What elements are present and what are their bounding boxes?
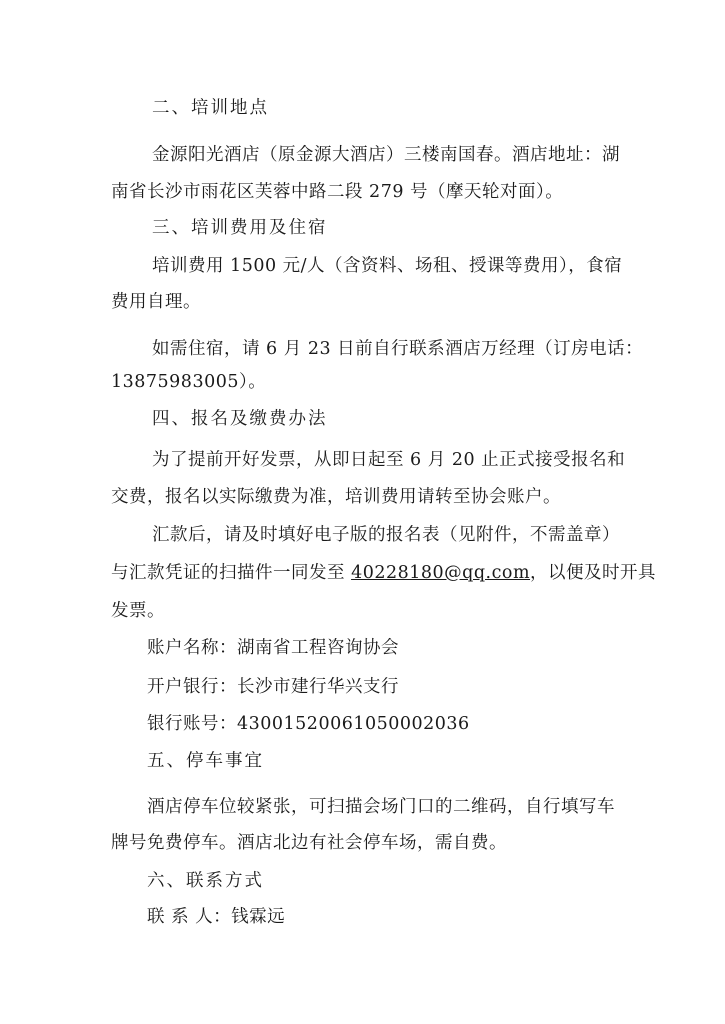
contact-person: 联 系 人：钱霖远 (147, 907, 286, 927)
bank-name: 开户银行：长沙市建行华兴支行 (147, 677, 399, 697)
registration-p2-line-1: 汇款后，请及时填好电子版的报名表（见附件，不需盖章） (152, 525, 620, 545)
parking-line-1: 酒店停车位较紧张，可扫描会场门口的二维码，自行填写车 (147, 797, 615, 817)
registration-p2-line-2 (111, 561, 656, 585)
registration-p1-line-2: 交费，报名以实际缴费为准，培训费用请转至协会账户。 (111, 487, 561, 507)
account-number: 银行账号：43001520061050002036 (147, 714, 470, 734)
registration-p2-line-3: 发票。 (111, 601, 165, 621)
heading-contact: 六、联系方式 (147, 871, 264, 891)
heading-registration: 四、报名及缴费办法 (152, 409, 328, 429)
heading-fee: 三、培训费用及住宿 (152, 218, 328, 238)
heading-location: 二、培训地点 (152, 98, 269, 118)
registration-p2-line-2-before: 与汇款凭证的扫描件一同发至 (111, 563, 352, 583)
location-line-1: 金源阳光酒店（原金源大酒店）三楼南国春。酒店地址：湖 (152, 145, 620, 165)
location-line-2: 南省长沙市雨花区芙蓉中路二段 279 号（摩天轮对面）。 (111, 182, 564, 202)
fee-p1-line-2: 费用自理。 (111, 292, 201, 312)
fee-p2-line-1: 如需住宿，请 6 月 23 日前自行联系酒店万经理（订房电话： (152, 339, 644, 359)
heading-parking: 五、停车事宜 (147, 751, 264, 771)
fee-p1-line-1: 培训费用 1500 元/人（含资料、场租、授课等费用），食宿 (152, 256, 623, 276)
account-name: 账户名称：湖南省工程咨询协会 (147, 638, 399, 658)
registration-p2-line-2-after: ，以便及时开具 (530, 563, 657, 583)
email-link[interactable]: 40228180@qq.com (351, 563, 531, 583)
parking-line-2: 牌号免费停车。酒店北边有社会停车场，需自费。 (111, 833, 507, 853)
fee-p2-line-2: 13875983005）。 (111, 372, 267, 392)
registration-p1-line-1: 为了提前开好发票，从即日起至 6 月 20 止正式接受报名和 (152, 450, 626, 470)
